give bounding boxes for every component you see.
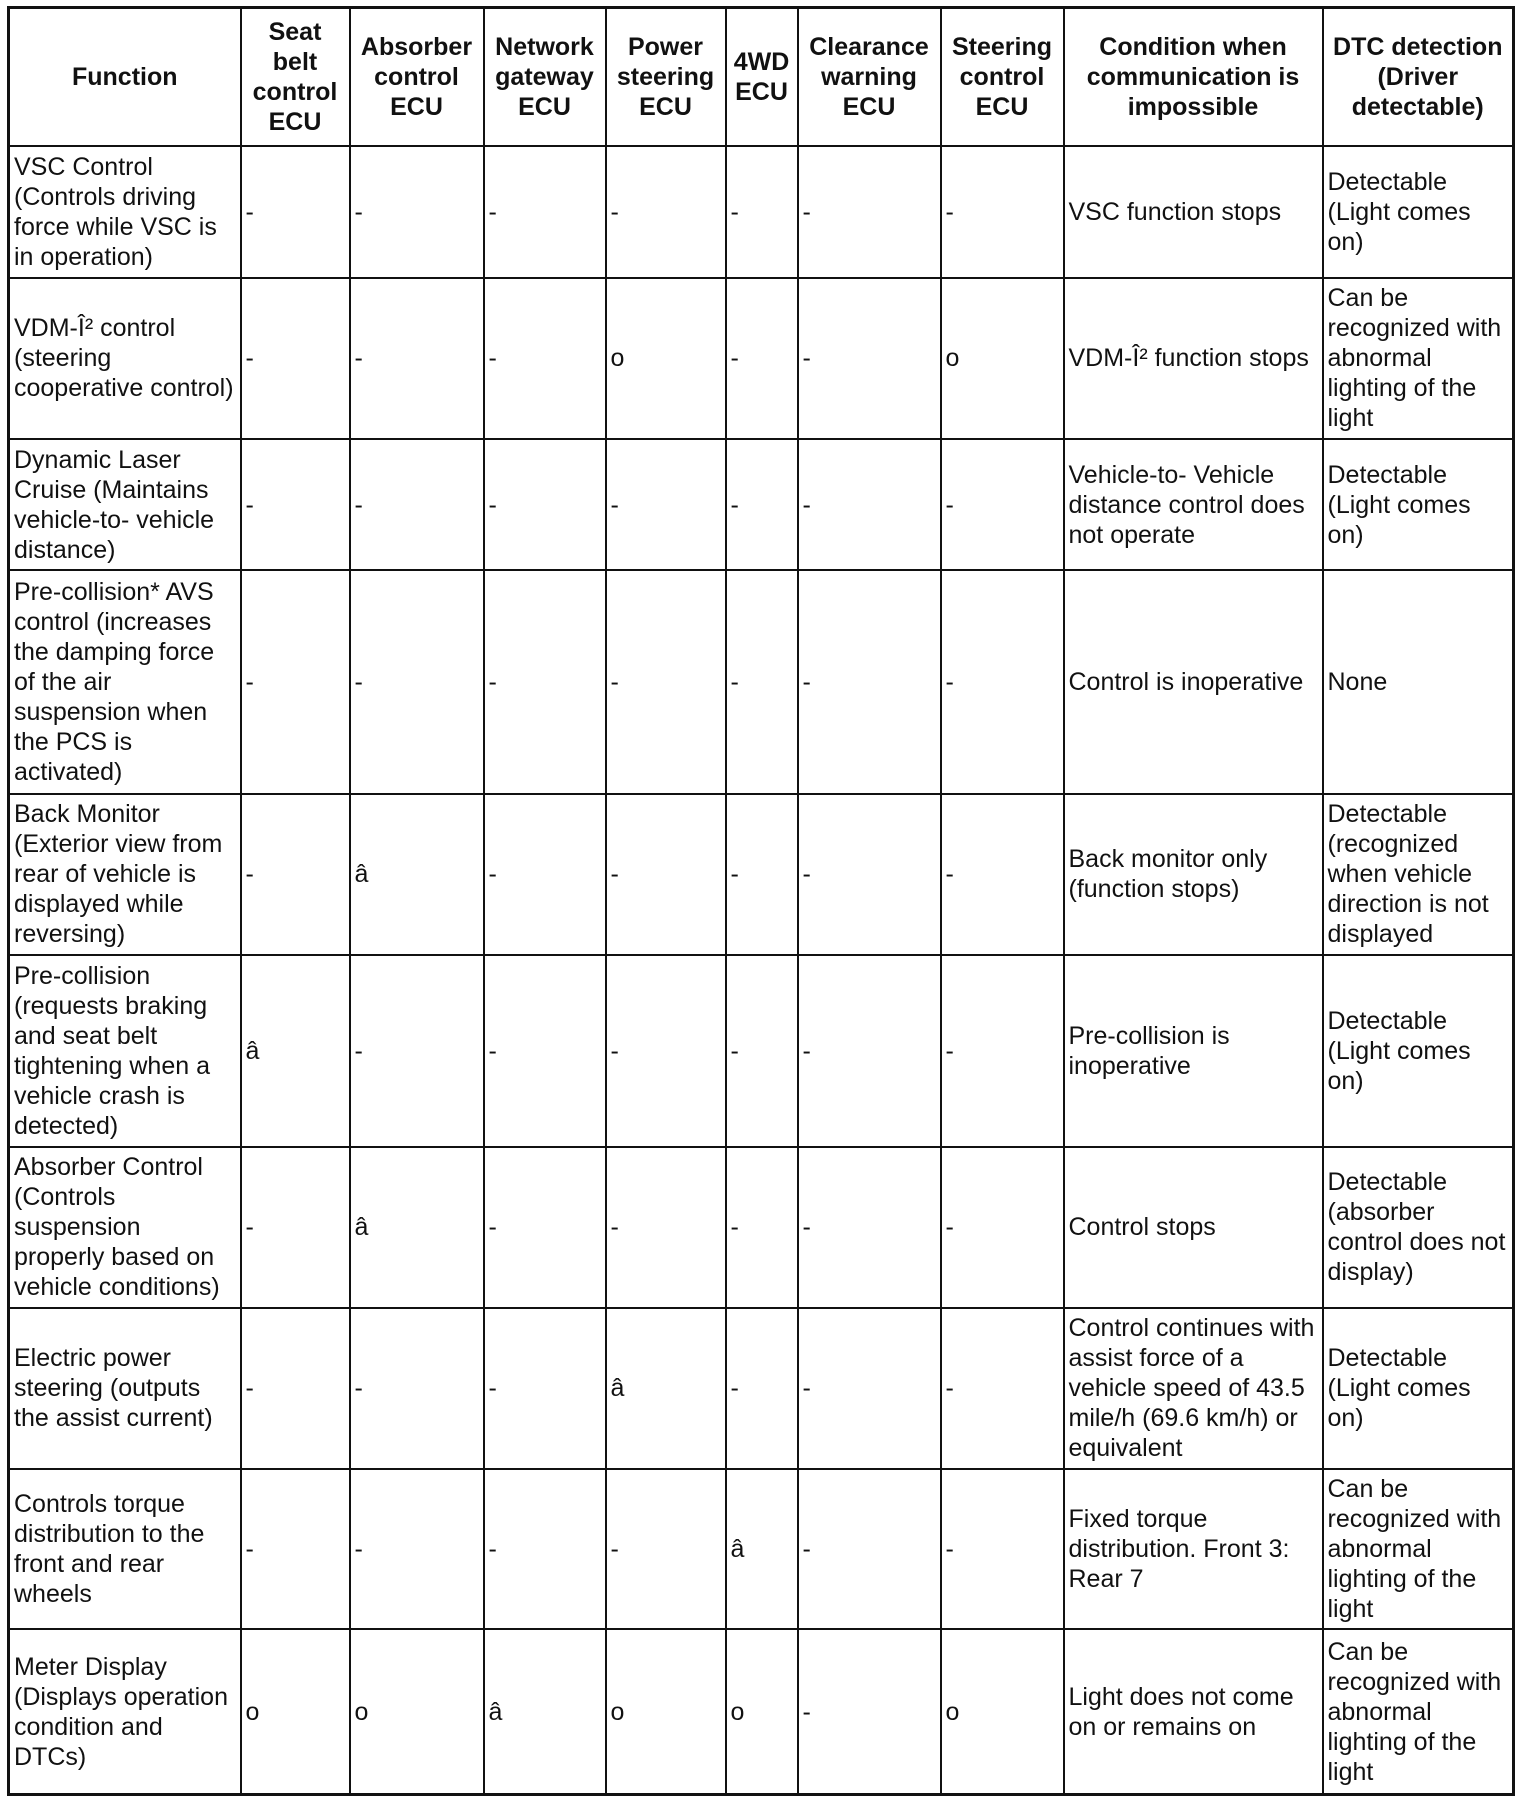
- function-cell: Pre-collision* AVS control (increases the damping force of the air suspension when the PCS is activated): [9, 570, 241, 793]
- ecu-mark-cell: -: [241, 570, 350, 793]
- ecu-mark-cell: o: [241, 1629, 350, 1794]
- table-row: [9, 955, 1514, 1147]
- table-row: [9, 1469, 1514, 1630]
- function-cell: VSC Control (Controls driving force while VSC is in operation): [9, 146, 241, 278]
- ecu-mark-cell: -: [484, 1147, 606, 1308]
- ecu-communication-table: [7, 6, 1515, 1796]
- table-row: [9, 570, 1514, 793]
- ecu-mark-cell: -: [941, 570, 1064, 793]
- condition-cell: Pre-collision is inoperative: [1064, 955, 1323, 1147]
- ecu-mark-cell: -: [484, 794, 606, 955]
- column-header: 4WD ECU: [726, 8, 798, 147]
- column-header: Network gateway ECU: [484, 8, 606, 147]
- column-header: Clearance warning ECU: [798, 8, 941, 147]
- ecu-mark-cell: -: [798, 794, 941, 955]
- ecu-mark-cell: -: [726, 1147, 798, 1308]
- function-cell: VDM-Î² control (steering cooperative control): [9, 278, 241, 439]
- ecu-mark-cell: -: [941, 146, 1064, 278]
- ecu-mark-cell: -: [484, 278, 606, 439]
- ecu-mark-cell: -: [606, 794, 726, 955]
- ecu-mark-cell: o: [606, 278, 726, 439]
- ecu-mark-cell: -: [606, 1469, 726, 1630]
- ecu-mark-cell: -: [241, 1469, 350, 1630]
- table-body: [9, 146, 1514, 1795]
- ecu-mark-cell: -: [726, 570, 798, 793]
- ecu-mark-cell: -: [484, 570, 606, 793]
- dtc-detection-cell: Detectable (Light comes on): [1323, 146, 1514, 278]
- dtc-detection-cell: Detectable (absorber control does not display): [1323, 1147, 1514, 1308]
- condition-cell: Control continues with assist force of a vehicle speed of 43.5 mile/h (69.6 km/h) or equivalent: [1064, 1308, 1323, 1469]
- dtc-detection-cell: Detectable (recognized when vehicle direction is not displayed: [1323, 794, 1514, 955]
- ecu-mark-cell: -: [350, 439, 484, 571]
- column-header: Absorber control ECU: [350, 8, 484, 147]
- ecu-mark-cell: â: [606, 1308, 726, 1469]
- ecu-mark-cell: -: [798, 570, 941, 793]
- ecu-mark-cell: -: [726, 439, 798, 571]
- ecu-mark-cell: â: [726, 1469, 798, 1630]
- function-cell: Dynamic Laser Cruise (Maintains vehicle-to- vehicle distance): [9, 439, 241, 571]
- ecu-mark-cell: -: [606, 146, 726, 278]
- dtc-detection-cell: Detectable (Light comes on): [1323, 955, 1514, 1147]
- ecu-mark-cell: -: [726, 955, 798, 1147]
- table-header-row: [9, 8, 1514, 147]
- condition-cell: Vehicle-to- Vehicle distance control does not operate: [1064, 439, 1323, 571]
- ecu-mark-cell: -: [798, 278, 941, 439]
- condition-cell: Control stops: [1064, 1147, 1323, 1308]
- column-header: DTC detection (Driver detectable): [1323, 8, 1514, 147]
- dtc-detection-cell: Can be recognized with abnormal lighting of the light: [1323, 1629, 1514, 1794]
- ecu-mark-cell: o: [726, 1629, 798, 1794]
- condition-cell: VSC function stops: [1064, 146, 1323, 278]
- ecu-mark-cell: -: [606, 439, 726, 571]
- function-cell: Meter Display (Displays operation condition and DTCs): [9, 1629, 241, 1794]
- ecu-mark-cell: -: [350, 955, 484, 1147]
- dtc-detection-cell: None: [1323, 570, 1514, 793]
- condition-cell: Fixed torque distribution. Front 3: Rear 7: [1064, 1469, 1323, 1630]
- table-row: [9, 1629, 1514, 1794]
- ecu-mark-cell: -: [606, 1147, 726, 1308]
- column-header: Power steering ECU: [606, 8, 726, 147]
- ecu-mark-cell: o: [941, 278, 1064, 439]
- function-cell: Back Monitor (Exterior view from rear of vehicle is displayed while reversing): [9, 794, 241, 955]
- table-row: [9, 146, 1514, 278]
- ecu-mark-cell: -: [606, 955, 726, 1147]
- dtc-detection-cell: Can be recognized with abnormal lighting of the light: [1323, 278, 1514, 439]
- ecu-mark-cell: -: [350, 278, 484, 439]
- ecu-mark-cell: -: [241, 1308, 350, 1469]
- ecu-mark-cell: -: [484, 146, 606, 278]
- ecu-mark-cell: -: [941, 1147, 1064, 1308]
- ecu-mark-cell: -: [726, 278, 798, 439]
- ecu-mark-cell: -: [241, 146, 350, 278]
- table-row: [9, 794, 1514, 955]
- column-header: Seat belt control ECU: [241, 8, 350, 147]
- ecu-mark-cell: -: [484, 1469, 606, 1630]
- condition-cell: Back monitor only (function stops): [1064, 794, 1323, 955]
- ecu-mark-cell: -: [798, 1308, 941, 1469]
- ecu-mark-cell: -: [606, 570, 726, 793]
- ecu-mark-cell: o: [606, 1629, 726, 1794]
- dtc-detection-cell: Detectable (Light comes on): [1323, 1308, 1514, 1469]
- table-row: [9, 1147, 1514, 1308]
- ecu-mark-cell: -: [941, 1308, 1064, 1469]
- ecu-mark-cell: -: [941, 1469, 1064, 1630]
- ecu-mark-cell: â: [350, 794, 484, 955]
- ecu-mark-cell: â: [484, 1629, 606, 1794]
- function-cell: Electric power steering (outputs the assist current): [9, 1308, 241, 1469]
- ecu-mark-cell: -: [484, 439, 606, 571]
- condition-cell: VDM-Î² function stops: [1064, 278, 1323, 439]
- table-row: [9, 439, 1514, 571]
- ecu-mark-cell: -: [350, 1308, 484, 1469]
- ecu-mark-cell: -: [241, 278, 350, 439]
- ecu-mark-cell: -: [484, 1308, 606, 1469]
- ecu-mark-cell: -: [798, 1147, 941, 1308]
- ecu-mark-cell: â: [241, 955, 350, 1147]
- ecu-mark-cell: -: [350, 146, 484, 278]
- dtc-detection-cell: Detectable (Light comes on): [1323, 439, 1514, 571]
- ecu-mark-cell: -: [726, 1308, 798, 1469]
- function-cell: Controls torque distribution to the front and rear wheels: [9, 1469, 241, 1630]
- column-header: Function: [9, 8, 241, 147]
- ecu-mark-cell: -: [941, 955, 1064, 1147]
- ecu-mark-cell: -: [798, 1469, 941, 1630]
- ecu-mark-cell: -: [941, 794, 1064, 955]
- ecu-mark-cell: -: [798, 1629, 941, 1794]
- ecu-mark-cell: -: [350, 1469, 484, 1630]
- condition-cell: Control is inoperative: [1064, 570, 1323, 793]
- column-header: Condition when communication is impossible: [1064, 8, 1323, 147]
- ecu-mark-cell: -: [798, 146, 941, 278]
- ecu-mark-cell: -: [484, 955, 606, 1147]
- function-cell: Absorber Control (Controls suspension properly based on vehicle conditions): [9, 1147, 241, 1308]
- ecu-mark-cell: -: [726, 794, 798, 955]
- ecu-mark-cell: -: [241, 439, 350, 571]
- ecu-mark-cell: o: [350, 1629, 484, 1794]
- table-row: [9, 278, 1514, 439]
- condition-cell: Light does not come on or remains on: [1064, 1629, 1323, 1794]
- ecu-mark-cell: -: [241, 794, 350, 955]
- ecu-mark-cell: -: [350, 570, 484, 793]
- ecu-mark-cell: -: [941, 439, 1064, 571]
- table-row: [9, 1308, 1514, 1469]
- ecu-mark-cell: â: [350, 1147, 484, 1308]
- ecu-mark-cell: -: [241, 1147, 350, 1308]
- ecu-mark-cell: -: [798, 439, 941, 571]
- dtc-detection-cell: Can be recognized with abnormal lighting of the light: [1323, 1469, 1514, 1630]
- function-cell: Pre-collision (requests braking and seat belt tightening when a vehicle crash is detected): [9, 955, 241, 1147]
- column-header: Steering control ECU: [941, 8, 1064, 147]
- ecu-mark-cell: -: [798, 955, 941, 1147]
- ecu-mark-cell: -: [726, 146, 798, 278]
- ecu-mark-cell: o: [941, 1629, 1064, 1794]
